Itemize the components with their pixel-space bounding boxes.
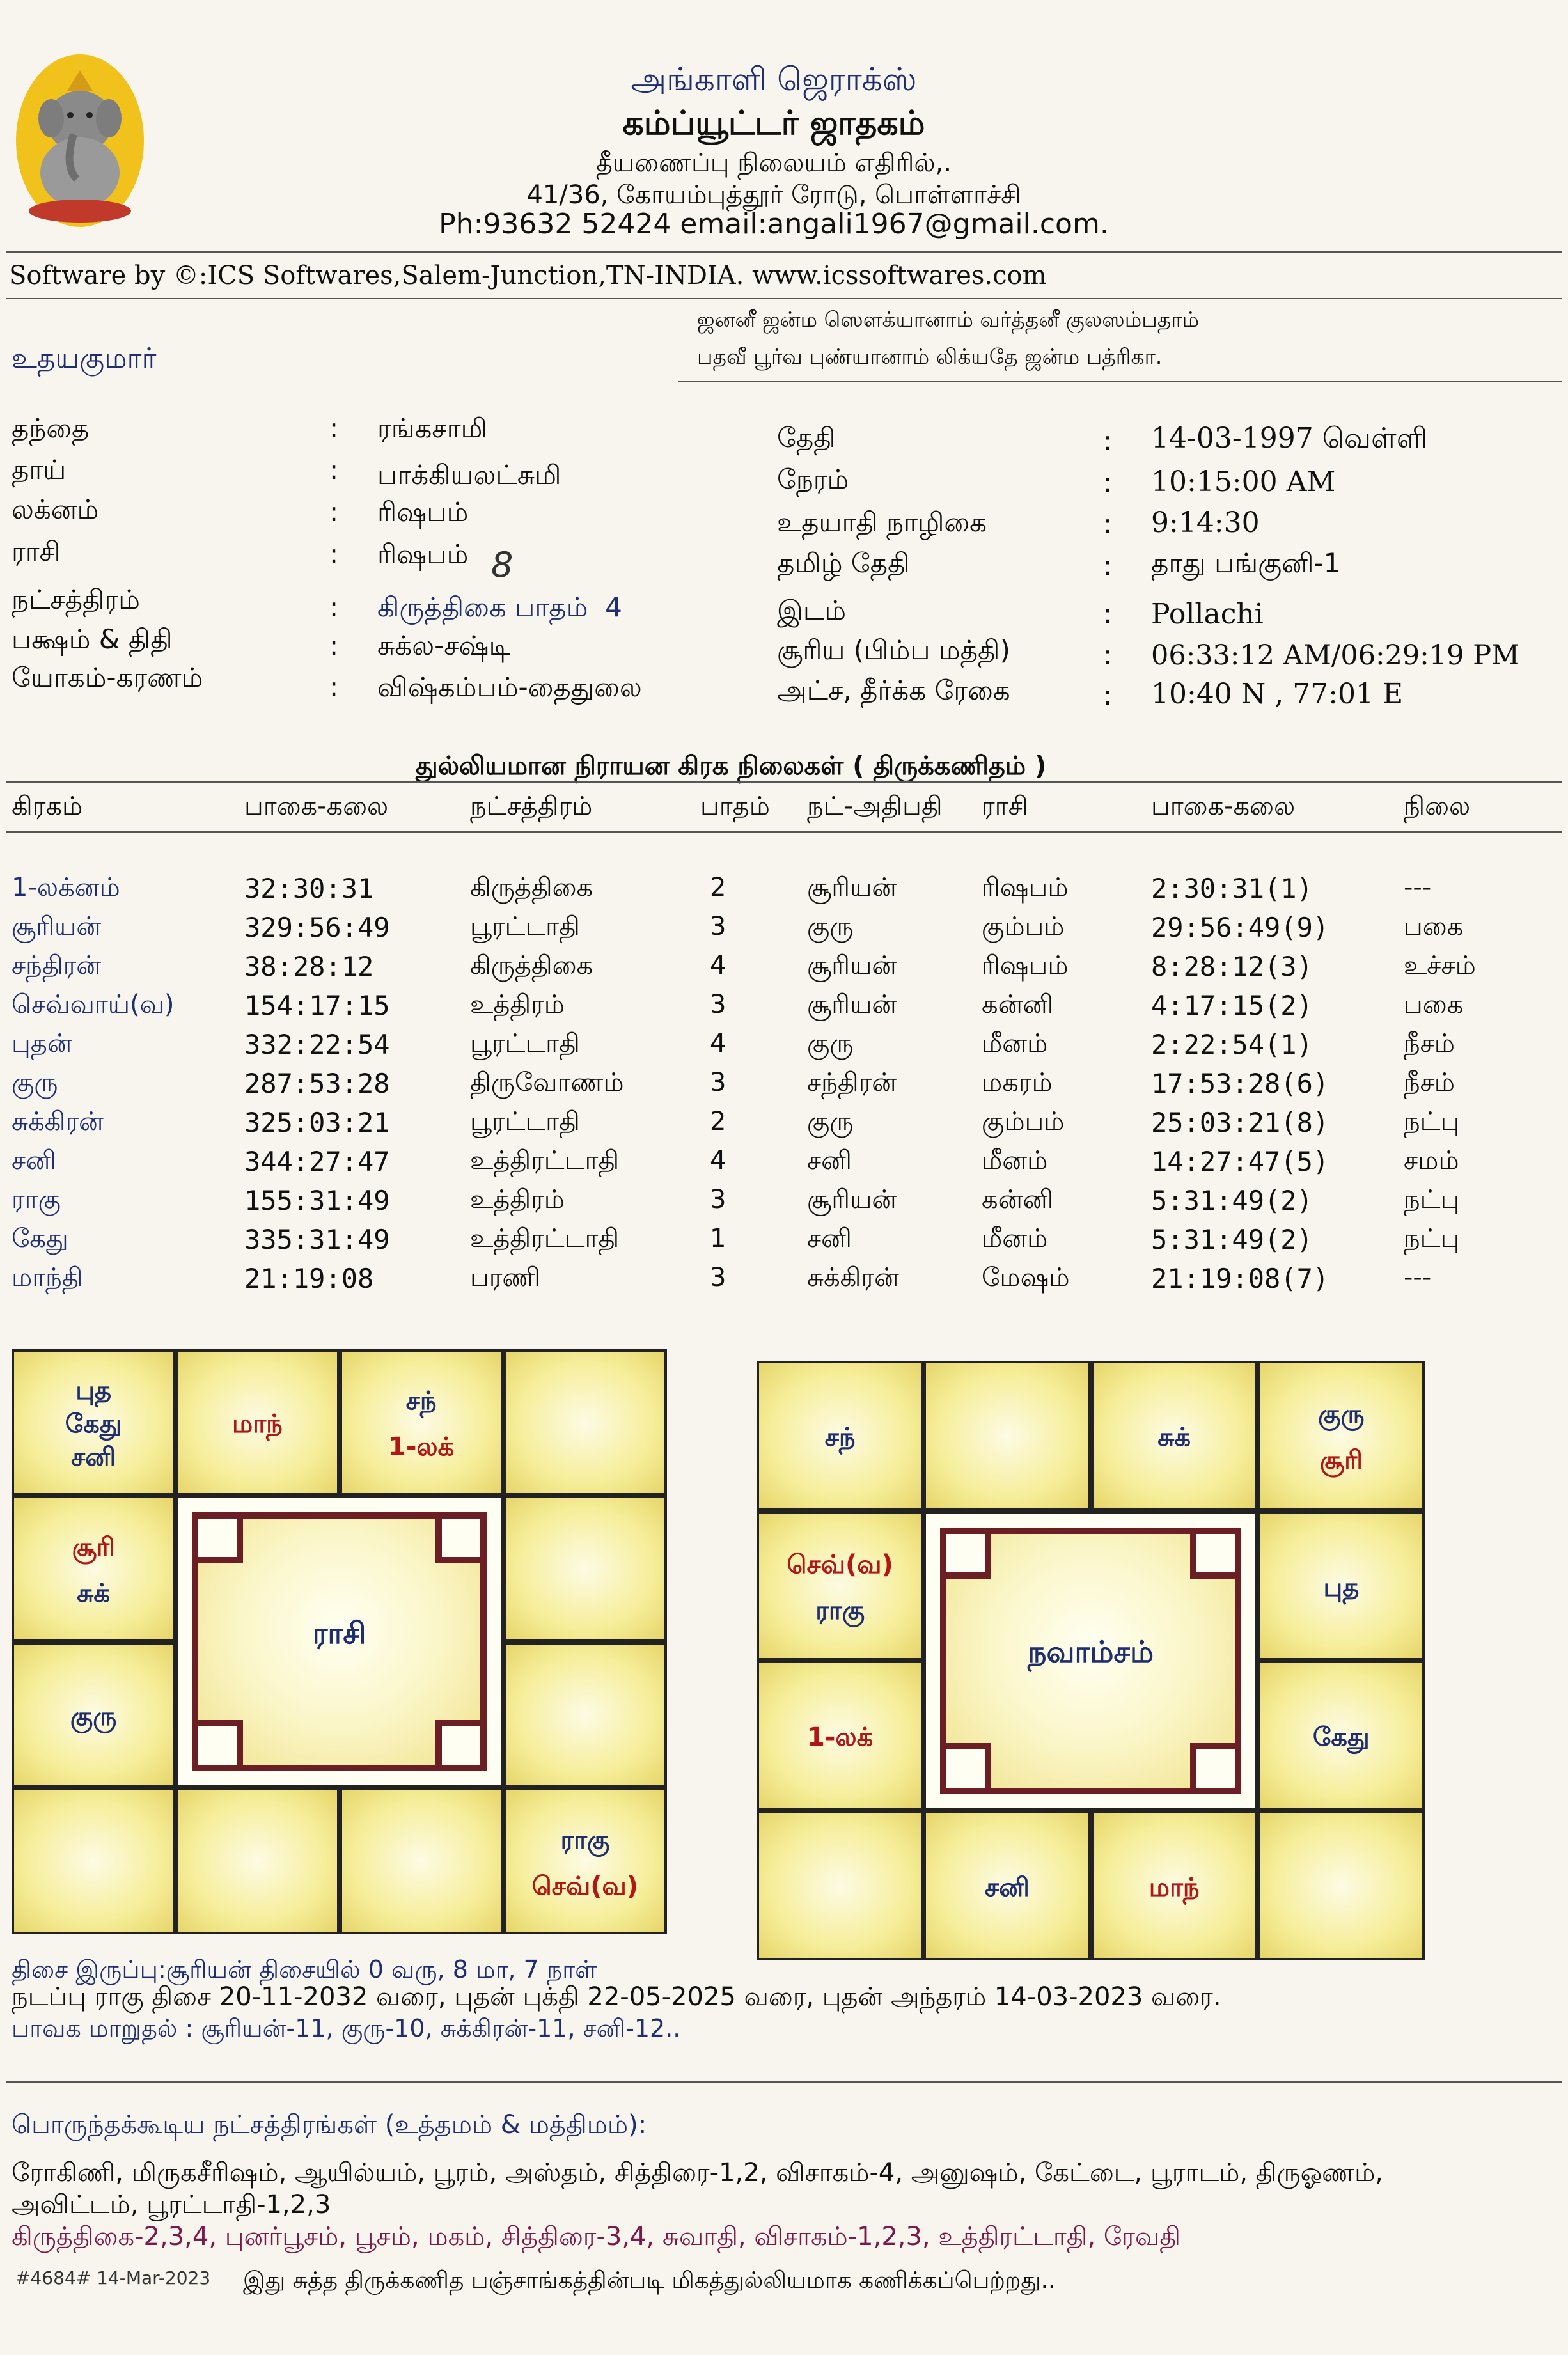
table-cell: செவ்வாய்(வ) — [12, 990, 175, 1019]
table-cell: சுக்கிரன் — [807, 1263, 899, 1292]
house-cell-thula — [1091, 1811, 1258, 1961]
table-cell: பகை — [1404, 990, 1464, 1019]
detail-sep: : — [1103, 680, 1113, 711]
table-cell: சமம் — [1404, 1146, 1459, 1175]
house-cell-rishaba — [340, 1349, 503, 1496]
detail-value: தாது பங்குனி-1 — [1151, 547, 1341, 579]
table-cell: மீனம் — [982, 1146, 1048, 1175]
table-cell: 2 — [710, 873, 726, 902]
detail-value: ரிஷபம் — [377, 496, 469, 528]
house-cell-meena — [757, 1361, 923, 1511]
planet-label: மாந் — [232, 1409, 283, 1439]
table-row — [0, 951, 1568, 989]
planet-label: கேது — [65, 1409, 122, 1439]
detail-value: 10:15:00 AM — [1151, 466, 1336, 498]
house-cell-rishaba — [1091, 1361, 1258, 1511]
table-cell: 155:31:49 — [244, 1185, 390, 1216]
table-cell: ரிஷபம் — [982, 873, 1069, 902]
detail-value: சுக்ல-சஷ்டி — [377, 630, 510, 661]
table-cell: சனி — [807, 1224, 852, 1253]
frame-corner-ornament — [940, 1528, 991, 1579]
table-cell: 32:30:31 — [244, 873, 374, 904]
frame-corner-ornament — [1190, 1743, 1241, 1794]
house-cell-kataka — [503, 1496, 667, 1642]
detail-sep: : — [329, 630, 339, 661]
frame-corner-ornament — [435, 1720, 487, 1771]
table-row — [0, 1185, 1568, 1223]
house-cell-mesha — [923, 1361, 1090, 1511]
planet-label: சனி — [71, 1443, 116, 1473]
house-cell-vrischika — [175, 1788, 339, 1934]
verse-line-1: ஜனனீ ஜன்ம ஸௌக்யானாம் வர்த்தனீ குலஸம்பதாம் — [697, 307, 1200, 332]
table-cell: பகை — [1404, 912, 1464, 941]
table-row — [0, 912, 1568, 950]
chart-center — [175, 1496, 503, 1788]
planet-label: குரு — [70, 1702, 117, 1732]
detail-sep: : — [1103, 639, 1113, 671]
column-header: நிலை — [1404, 792, 1471, 821]
planet-label: 1-லக் — [807, 1723, 874, 1753]
detail-label: அட்ச, தீர்க்க ரேகை — [777, 675, 1010, 706]
detail-label: இடம் — [777, 595, 847, 626]
dasa-divider — [6, 2081, 1562, 2083]
column-header: பாகை-கலை — [1151, 792, 1296, 821]
table-header-divider — [6, 831, 1562, 833]
planet-label: செவ்(வ) — [787, 1549, 893, 1579]
current-dasa: நடப்பு ராகு திசை 20-11-2032 வரை, புதன் புக்தி 22-05-2025 வரை, புதன் அந்தரம் 14-03-2023 வரை. — [12, 1982, 1221, 2012]
table-row — [0, 1107, 1568, 1145]
table-cell: சனி — [807, 1146, 852, 1175]
table-cell: கிருத்திகை — [470, 951, 593, 980]
rasi-chart — [12, 1349, 667, 1934]
contact-text: Ph:93632 52424 email:angali1967@gmail.com. — [439, 208, 1109, 240]
table-cell: மாந்தி — [12, 1263, 83, 1292]
table-cell: 14:27:47(5) — [1151, 1146, 1329, 1177]
table-header-row — [0, 792, 1568, 830]
table-cell: 3 — [710, 990, 726, 1019]
detail-sep: : — [1103, 425, 1113, 457]
chart-title: நவாம்சம் — [1027, 1634, 1154, 1669]
table-cell: --- — [1404, 1263, 1432, 1292]
detail-label: தாய் — [12, 454, 67, 485]
table-cell: குரு — [12, 1068, 58, 1097]
table-cell: சூரியன் — [807, 990, 897, 1019]
detail-value: 14-03-1997 வெள்ளி — [1151, 422, 1428, 455]
table-cell: உத்திரம் — [470, 1185, 565, 1214]
house-cell-dhanus — [12, 1788, 175, 1934]
detail-label: நட்சத்திரம் — [12, 584, 140, 615]
shop-name: அங்காளி ஜெராக்ஸ் — [631, 61, 917, 98]
table-cell: 4 — [710, 951, 726, 980]
table-row — [0, 873, 1568, 911]
table-cell: திருவோணம் — [470, 1068, 624, 1097]
detail-sep: : — [1103, 550, 1113, 581]
table-cell: 1-லக்னம் — [12, 873, 120, 902]
table-cell: 332:22:54 — [244, 1029, 390, 1060]
table-cell: பூரட்டாதி — [470, 912, 580, 941]
table-cell: மேஷம் — [982, 1263, 1070, 1292]
table-cell: மகரம் — [982, 1068, 1053, 1097]
compat-best-line-2: அவிட்டம், பூரட்டாதி-1,2,3 — [12, 2190, 331, 2219]
table-cell: ரிஷபம் — [982, 951, 1069, 980]
planet-label: சூரி — [72, 1533, 115, 1563]
detail-sep: : — [329, 412, 339, 444]
detail-sep: : — [1103, 467, 1113, 498]
detail-value: ரங்கசாமி — [377, 412, 487, 444]
detail-label: தந்தை — [12, 412, 90, 444]
detail-label: யோகம்-கரணம் — [12, 662, 203, 693]
chart-title: ராசி — [312, 1615, 366, 1650]
table-cell: கன்னி — [982, 990, 1054, 1019]
detail-label: சூரிய (பிம்ப மத்தி) — [777, 634, 1010, 666]
table-cell: சந்திரன் — [12, 951, 102, 980]
table-cell: 3 — [710, 1185, 726, 1214]
detail-label: பக்ஷம் & திதி — [12, 623, 173, 655]
table-cell: 4 — [710, 1029, 726, 1058]
table-cell: சூரியன் — [807, 1185, 897, 1214]
table-row — [0, 1068, 1568, 1106]
table-cell: 29:56:49(9) — [1151, 912, 1329, 943]
house-cell-kumbha — [12, 1496, 175, 1642]
table-cell: 287:53:28 — [244, 1068, 390, 1099]
detail-sep: : — [329, 454, 339, 485]
detail-value: ரிஷபம் — [377, 538, 469, 570]
address-text: 41/36, கோயம்புத்தூர் ரோடு, பொள்ளாச்சி — [526, 180, 1021, 210]
house-cell-mithuna — [503, 1349, 667, 1496]
detail-sep: : — [1103, 508, 1113, 540]
table-row — [0, 990, 1568, 1028]
table-cell: உத்திரம் — [470, 990, 565, 1019]
table-cell: கிருத்திகை — [470, 873, 593, 902]
table-cell: 8:28:12(3) — [1151, 951, 1313, 982]
compat-best-line-1: ரோகிணி, மிருகசீரிஷம், ஆயில்யம், பூரம், அஸ்தம், சித்திரை-1,2, விசாகம்-4, அனுஷம், கேட்டை, பூராடம், திருஓணம், — [12, 2158, 1383, 2187]
table-cell: 5:31:49(2) — [1151, 1224, 1313, 1255]
table-cell: 25:03:21(8) — [1151, 1107, 1329, 1138]
table-cell: கும்பம் — [982, 1107, 1065, 1136]
detail-label: தேதி — [777, 422, 836, 453]
planet-label: மாந் — [1149, 1872, 1200, 1902]
table-cell: குரு — [807, 912, 854, 941]
house-cell-kataka — [1258, 1511, 1425, 1661]
table-cell: 2 — [710, 1107, 726, 1136]
table-cell: 4:17:15(2) — [1151, 990, 1313, 1021]
planet-label: செவ்(வ) — [531, 1871, 639, 1901]
table-cell: 4 — [710, 1146, 726, 1175]
column-header: ராசி — [982, 792, 1028, 821]
table-cell: பூரட்டாதி — [470, 1029, 580, 1058]
house-cell-thula — [340, 1788, 503, 1934]
table-cell: நட்பு — [1404, 1185, 1460, 1214]
table-cell: 3 — [710, 1263, 726, 1292]
house-cell-mesha — [175, 1349, 339, 1496]
table-cell: 3 — [710, 912, 726, 941]
software-credit: Software by ©:ICS Softwares,Salem-Junction,TN-INDIA. www.icssoftwares.com — [9, 261, 1047, 290]
table-cell: 329:56:49 — [244, 912, 390, 943]
table-cell: பூரட்டாதி — [470, 1107, 580, 1136]
table-cell: 1 — [710, 1224, 726, 1253]
planet-label: ராகு — [560, 1825, 610, 1855]
column-header: நட்-அதிபதி — [807, 792, 943, 821]
table-cell: 17:53:28(6) — [1151, 1068, 1329, 1099]
table-cell: 325:03:21 — [244, 1107, 390, 1138]
table-row — [0, 1263, 1568, 1301]
table-title-divider — [6, 781, 1562, 783]
table-cell: நட்பு — [1404, 1224, 1460, 1253]
table-cell: குரு — [807, 1029, 854, 1058]
detail-value: Pollachi — [1151, 598, 1264, 630]
table-cell: சுக்கிரன் — [12, 1107, 104, 1136]
bhava-change: பாவக மாறுதல் : சூரியன்-11, குரு-10, சுக்கிரன்-11, சனி-12.. — [12, 2014, 681, 2042]
detail-sep: : — [329, 496, 339, 528]
detail-sep: : — [329, 538, 339, 570]
table-cell: 5:31:49(2) — [1151, 1185, 1313, 1216]
house-cell-mithuna — [1258, 1361, 1425, 1511]
table-cell: 2:22:54(1) — [1151, 1029, 1313, 1060]
planet-label: சுக் — [1157, 1423, 1191, 1453]
detail-value: விஷ்கம்பம்-தைதுலை — [377, 671, 642, 703]
detail-sep: : — [1103, 598, 1113, 629]
detail-sep: : — [329, 671, 339, 703]
planet-label: புத — [1323, 1572, 1360, 1602]
name-divider — [678, 381, 1562, 382]
column-header: பாகை-கலை — [244, 792, 389, 821]
planet-label: 1-லக் — [388, 1432, 455, 1462]
table-cell: நீசம் — [1404, 1029, 1455, 1058]
verse-line-2: பதவீ பூர்வ புண்யானாம் லிக்யதே ஜன்ம பத்ரிகா. — [697, 344, 1163, 369]
table-cell: 3 — [710, 1068, 726, 1097]
detail-value: 9:14:30 — [1151, 506, 1260, 539]
chart-center — [923, 1511, 1258, 1811]
table-cell: மீனம் — [982, 1029, 1048, 1058]
column-header: கிரகம் — [12, 792, 83, 821]
frame-corner-ornament — [192, 1720, 243, 1771]
planet-label: சனி — [984, 1872, 1030, 1902]
table-row — [0, 1146, 1568, 1184]
frame-corner-ornament — [435, 1512, 487, 1563]
table-row — [0, 1029, 1568, 1067]
detail-value: 06:33:12 AM/06:29:19 PM — [1151, 639, 1520, 671]
landmark-text: தீயணைப்பு நிலையம் எதிரில்,. — [595, 148, 952, 178]
table-cell: சூரியன் — [807, 873, 897, 902]
planet-label: ராகு — [815, 1595, 865, 1625]
table-cell: 38:28:12 — [244, 951, 374, 982]
detail-value: பாக்கியலட்சுமி — [377, 459, 561, 490]
house-cell-meena — [12, 1349, 175, 1496]
table-cell: சனி — [12, 1146, 56, 1175]
detail-label: ராசி — [12, 536, 61, 567]
detail-value: 10:40 N , 77:01 E — [1151, 678, 1404, 710]
planet-table-title: துல்லியமான நிராயன கிரக நிலைகள் ( திருக்கணிதம் ) — [416, 751, 1047, 781]
table-cell: 344:27:47 — [244, 1146, 390, 1177]
table-cell: 21:19:08(7) — [1151, 1263, 1329, 1294]
detail-label: உதயாதி நாழிகை — [777, 506, 987, 538]
planet-label: கேது — [1313, 1723, 1370, 1753]
table-cell: ராகு — [12, 1185, 61, 1214]
table-cell: --- — [1404, 873, 1432, 902]
footer-note: இது சுத்த திருக்கணித பஞ்சாங்கத்தின்படி மிகத்துல்லியமாக கணிக்கப்பெற்றது.. — [243, 2267, 1056, 2294]
frame-corner-ornament — [940, 1743, 991, 1794]
table-row — [0, 1224, 1568, 1262]
detail-label: நேரம் — [777, 464, 849, 495]
table-cell: கேது — [12, 1224, 68, 1253]
house-cell-vrischika — [923, 1811, 1090, 1961]
house-cell-simha — [1258, 1661, 1425, 1811]
software-divider — [6, 298, 1562, 299]
detail-label: தமிழ் தேதி — [777, 547, 910, 579]
table-cell: நீசம் — [1404, 1068, 1455, 1097]
footer-ref: #4684# 14-Mar-2023 — [15, 2267, 211, 2288]
house-cell-kanni — [1258, 1811, 1425, 1961]
planet-label: சுக் — [77, 1579, 110, 1609]
table-cell: புதன் — [12, 1029, 72, 1058]
house-cell-dhanus — [757, 1811, 923, 1961]
table-cell: பரணி — [470, 1263, 540, 1292]
planet-label: சந் — [405, 1386, 437, 1416]
table-cell: சந்திரன் — [807, 1068, 897, 1097]
column-header: பாதம் — [700, 792, 770, 821]
frame-corner-ornament — [1190, 1528, 1241, 1579]
table-cell: சூரியன் — [807, 951, 897, 980]
planet-label: சூரி — [1319, 1446, 1363, 1476]
table-cell: உச்சம் — [1404, 951, 1476, 980]
document-title: கம்ப்யூட்டர் ஜாதகம் — [622, 104, 925, 143]
ganesha-logo — [13, 51, 147, 230]
house-cell-kumbha — [757, 1511, 923, 1661]
house-cell-makara — [12, 1642, 175, 1788]
table-cell: 21:19:08 — [244, 1263, 374, 1294]
compat-title: பொருந்தக்கூடிய நட்சத்திரங்கள் (உத்தமம் & மத்திமம்): — [12, 2110, 647, 2140]
handwritten-mark: 8 — [491, 545, 514, 585]
house-cell-makara — [757, 1661, 923, 1811]
table-cell: சூரியன் — [12, 912, 102, 941]
detail-sep: : — [329, 591, 339, 623]
planet-label: சந் — [824, 1423, 856, 1453]
person-name: உதயகுமார் — [12, 342, 157, 375]
planet-label: புத — [75, 1376, 112, 1406]
table-cell: 335:31:49 — [244, 1224, 390, 1255]
table-cell: 154:17:15 — [244, 990, 390, 1021]
compat-medium-line: கிருத்திகை-2,3,4, புனர்பூசம், பூசம், மகம், சித்திரை-3,4, சுவாதி, விசாகம்-1,2,3, உத்திரட்டாதி, ரேவதி — [12, 2222, 1181, 2251]
table-cell: உத்திரட்டாதி — [470, 1224, 620, 1253]
frame-corner-ornament — [192, 1512, 243, 1563]
house-cell-simha — [503, 1642, 667, 1788]
table-cell: கன்னி — [982, 1185, 1054, 1214]
planet-label: குரு — [1318, 1400, 1365, 1430]
detail-label: லக்னம் — [12, 494, 99, 525]
column-header: நட்சத்திரம் — [470, 792, 593, 821]
table-cell: மீனம் — [982, 1224, 1048, 1253]
table-cell: நட்பு — [1404, 1107, 1460, 1136]
table-cell: கும்பம் — [982, 912, 1065, 941]
header-divider — [6, 251, 1562, 253]
table-cell: 2:30:31(1) — [1151, 873, 1313, 904]
dasa-balance: திசை இருப்பு:சூரியன் திசையில் 0 வரு, 8 மா, 7 நாள் — [12, 1955, 597, 1983]
table-cell: உத்திரட்டாதி — [470, 1146, 620, 1175]
table-cell: குரு — [807, 1107, 854, 1136]
navamsa-chart — [757, 1361, 1425, 1960]
detail-value: கிருத்திகை பாதம் 4 — [377, 591, 622, 623]
house-cell-kanni — [503, 1788, 667, 1934]
